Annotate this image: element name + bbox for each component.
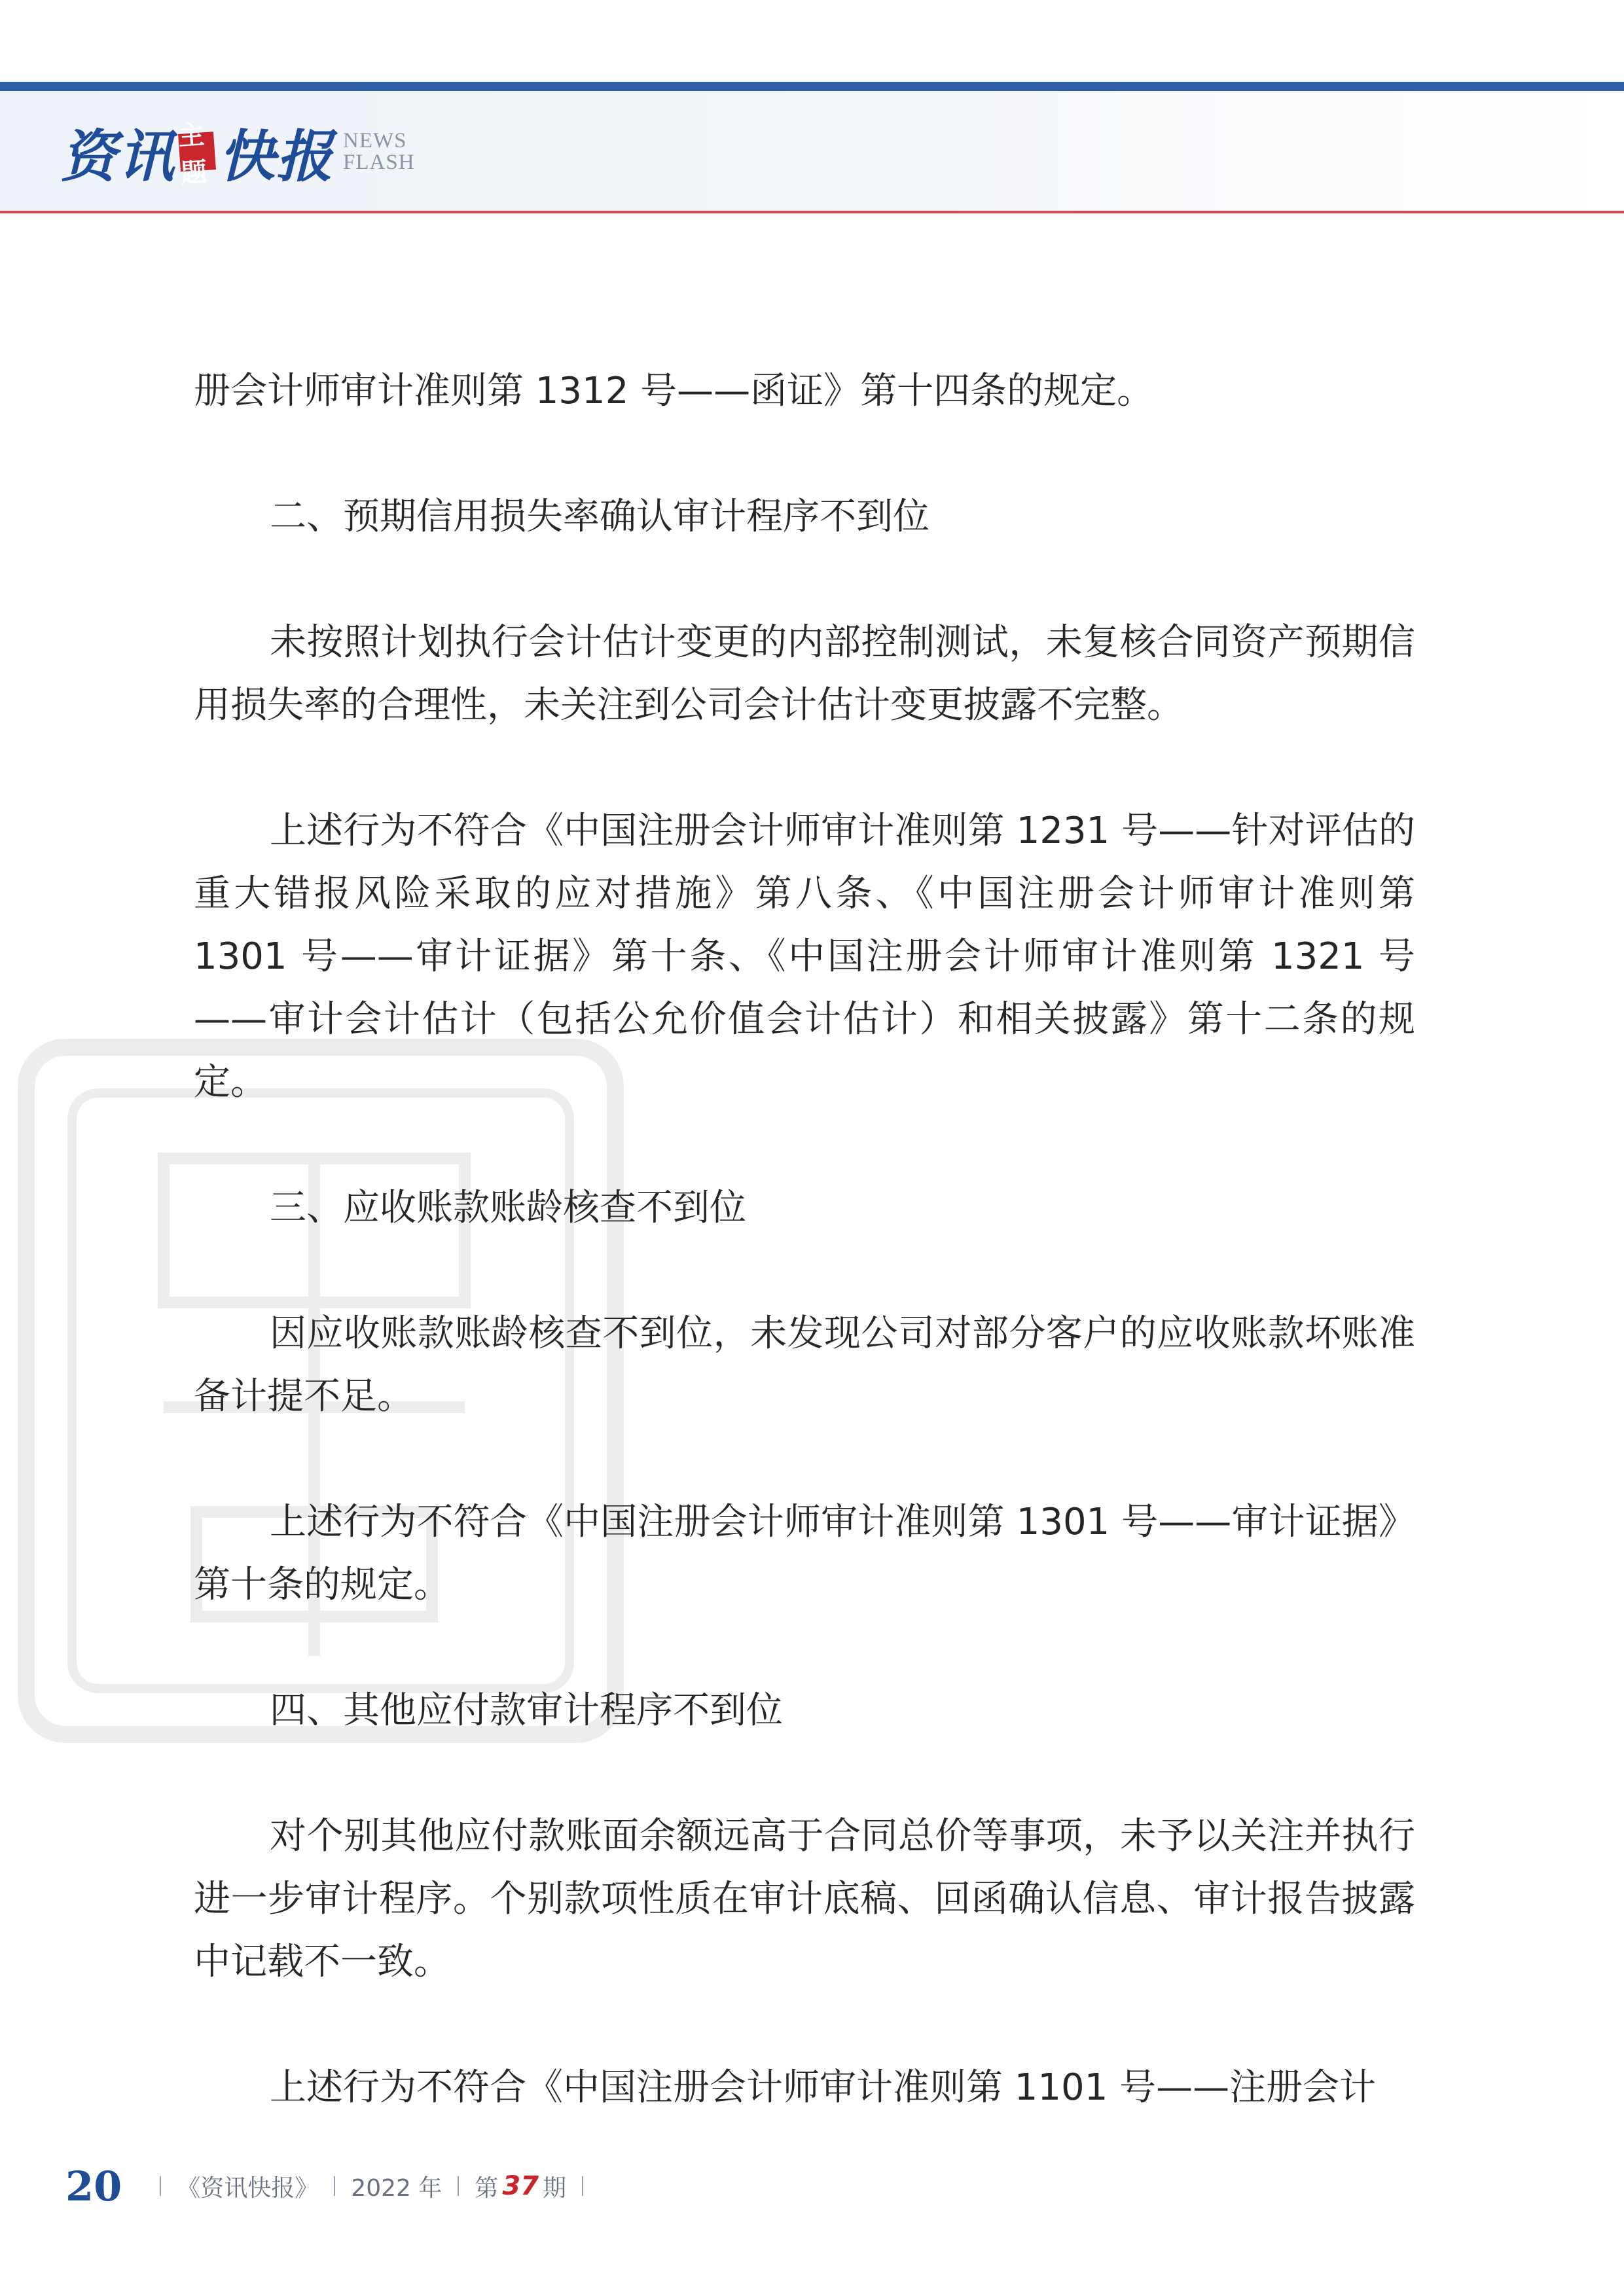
brand-seal-icon: 主题 <box>178 132 216 172</box>
paragraph: 上述行为不符合《中国注册会计师审计准则第 1231 号——针对评估的重大错报风险采取的应对措施》第八条、《中国注册会计师审计准则第 1301 号——审计证据》第十条、《中国注册会计师审计准则第 1321 号——审计会计估计（包括公允价值会计估计）和相关披露》第十二条的规定。 <box>194 810 1415 1103</box>
page-footer <box>65 2160 599 2212</box>
paragraph: 上述行为不符合《中国注册会计师审计准则第 1301 号——审计证据》第十条的规定。 <box>194 1501 1415 1606</box>
footer-issue-suffix: 期 <box>543 2174 567 2202</box>
paragraph: 未按照计划执行会计估计变更的内部控制测试，未复核合同资产预期信用损失率的合理性，未关注到公司会计估计变更披露不完整。 <box>194 621 1415 726</box>
header-divider <box>0 211 1624 213</box>
page-number: 20 <box>65 2162 122 2210</box>
section-heading-3: 三、应收账款账龄核查不到位 <box>270 1187 746 1229</box>
paragraph-continuation: 册会计师审计准则第 1312 号——函证》第十四条的规定。 <box>194 370 1154 412</box>
article-body <box>194 360 1415 2119</box>
brand-word-right: 快报 <box>219 124 334 190</box>
section-heading-2: 二、预期信用损失率确认审计程序不到位 <box>270 495 929 538</box>
footer-year: 2022 年 <box>351 2174 442 2202</box>
brand-logo <box>60 113 415 191</box>
footer-separator <box>334 2176 335 2196</box>
header-top-bar <box>0 82 1624 91</box>
brand-word-left: 资讯 <box>60 124 175 190</box>
footer-issue-prefix: 第 <box>475 2174 499 2202</box>
footer-separator <box>458 2176 459 2196</box>
footer-separator <box>582 2176 583 2196</box>
paragraph: 上述行为不符合《中国注册会计师审计准则第 1101 号——注册会计 <box>270 2066 1377 2109</box>
brand-english-line1: NEWS <box>343 129 407 152</box>
section-heading-4: 四、其他应付款审计程序不到位 <box>270 1689 783 1732</box>
paragraph: 对个别其他应付款账面余额远高于合同总价等事项，未予以关注并执行进一步审计程序。个别款项性质在审计底稿、回函确认信息、审计报告披露中记载不一致。 <box>194 1815 1415 1983</box>
brand-english <box>343 130 415 173</box>
footer-issue-number: 37 <box>502 2171 539 2201</box>
paragraph: 因应收账款账龄核查不到位，未发现公司对部分客户的应收账款坏账准备计提不足。 <box>194 1312 1415 1418</box>
footer-publication: 《资讯快报》 <box>177 2174 319 2202</box>
brand-english-line2: FLASH <box>343 151 415 174</box>
footer-separator <box>160 2176 161 2196</box>
